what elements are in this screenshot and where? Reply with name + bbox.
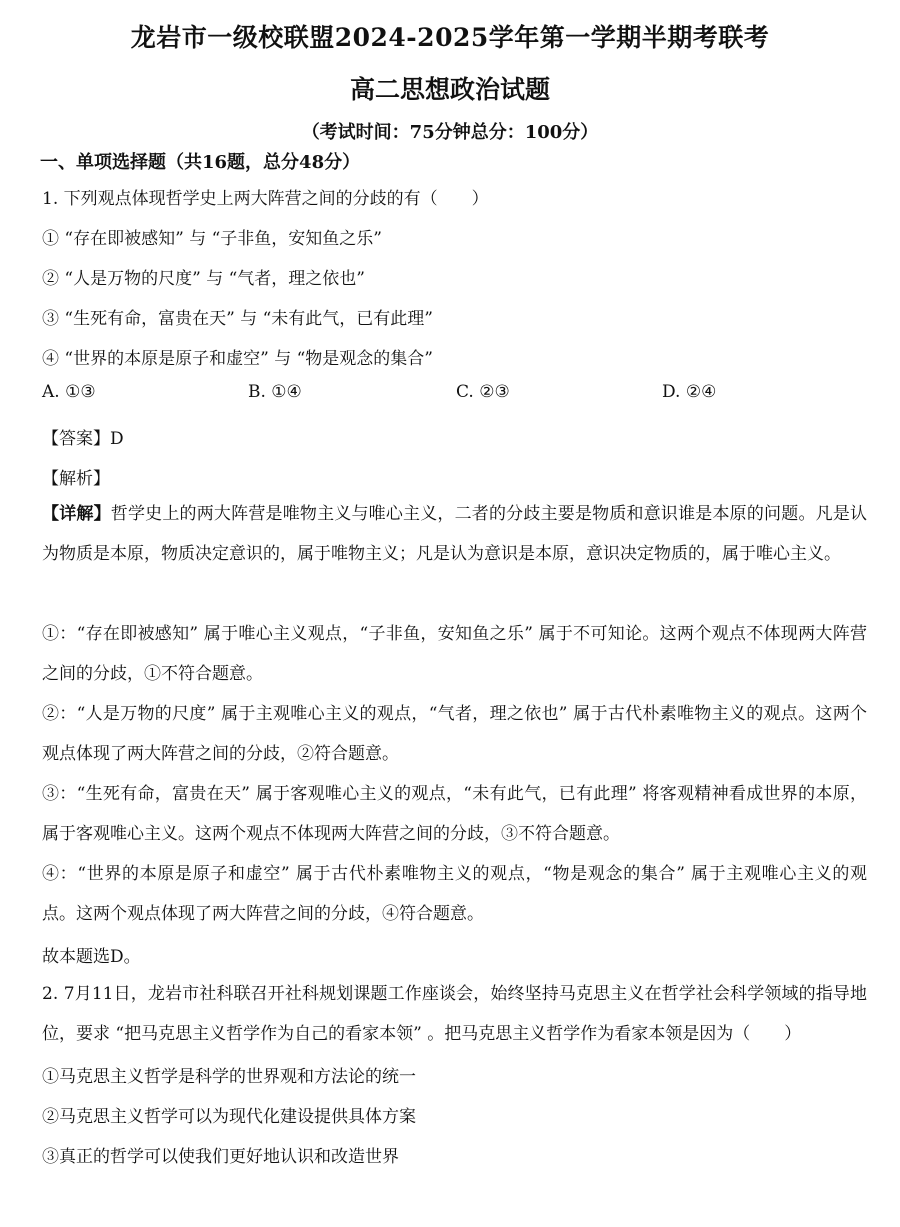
- q1-analysis-label: 【解析】: [42, 469, 110, 489]
- q2-stem: 2. 7月11日，龙岩市社科联召开社科规划课题工作座谈会，始终坚持马克思主义在哲学社会科学领域的指导地位，要求 “把马克思主义哲学作为自己的看家本领” 。把马克思主义哲学作为看家本领是因为（ ）: [42, 984, 867, 1044]
- q1-option-d: D. ②④: [662, 382, 717, 402]
- q1-explanation-3: ③：“生死有命，富贵在天” 属于客观唯心主义的观点，“未有此气，已有此理” 将客观精神看成世界的本原，属于客观唯心主义。这两个观点不体现两大阵营之间的分歧，③不符合题意。: [42, 784, 867, 844]
- q1-detail-text: 哲学史上的两大阵营是唯物主义与唯心主义，二者的分歧主要是物质和意识谁是本原的问题。凡是认为物质是本原，物质决定意识的，属于唯物主义；凡是认为意识是本原，意识决定物质的，属于唯心主义。: [42, 504, 868, 564]
- q1-explanation-2: ②：“人是万物的尺度” 属于主观唯心主义的观点，“气者，理之依也” 属于古代朴素唯物主义的观点。这两个观点体现了两大阵营之间的分歧，②符合题意。: [42, 704, 867, 764]
- q1-conclusion: 故本题选D。: [42, 947, 141, 967]
- exam-title: 龙岩市一级校联盟2024-2025学年第一学期半期考联考: [130, 23, 770, 52]
- q1-option-c: C. ②③: [456, 382, 510, 402]
- q1-detail-label: 【详解】: [42, 504, 111, 524]
- q2-item-1: ①马克思主义哲学是科学的世界观和方法论的统一: [42, 1067, 416, 1087]
- q1-option-b: B. ①④: [248, 382, 302, 402]
- q1-option-a: A. ①③: [42, 382, 96, 402]
- exam-subtitle: 高二思想政治试题: [349, 75, 550, 104]
- q1-detail: [42, 494, 867, 574]
- q1-explanation-1: ①：“存在即被感知” 属于唯心主义观点，“子非鱼，安知鱼之乐” 属于不可知论。这两个观点不体现两大阵营之间的分歧，①不符合题意。: [42, 624, 867, 684]
- exam-info: （考试时间：75分钟总分：100分）: [301, 122, 599, 143]
- section-title: 一、单项选择题（共16题，总分48分）: [40, 152, 361, 173]
- q1-stem: 1. 下列观点体现哲学史上两大阵营之间的分歧的有（ ）: [42, 189, 489, 209]
- q2-item-2: ②马克思主义哲学可以为现代化建设提供具体方案: [42, 1107, 416, 1127]
- q2-item-3: ③真正的哲学可以使我们更好地认识和改造世界: [42, 1147, 399, 1167]
- q1-item-4: ④ “世界的本原是原子和虚空” 与 “物是观念的集合”: [42, 349, 433, 369]
- q1-answer: 【答案】D: [42, 429, 124, 449]
- q1-item-2: ② “人是万物的尺度” 与 “气者，理之依也”: [42, 269, 365, 289]
- q1-explanation-4: ④：“世界的本原是原子和虚空” 属于古代朴素唯物主义的观点，“物是观念的集合” 属于主观唯心主义的观点。这两个观点体现了两大阵营之间的分歧，④符合题意。: [42, 864, 867, 924]
- q1-item-3: ③ “生死有命，富贵在天” 与 “未有此气，已有此理”: [42, 309, 433, 329]
- q1-item-1: ① “存在即被感知” 与 “子非鱼，安知鱼之乐”: [42, 229, 382, 249]
